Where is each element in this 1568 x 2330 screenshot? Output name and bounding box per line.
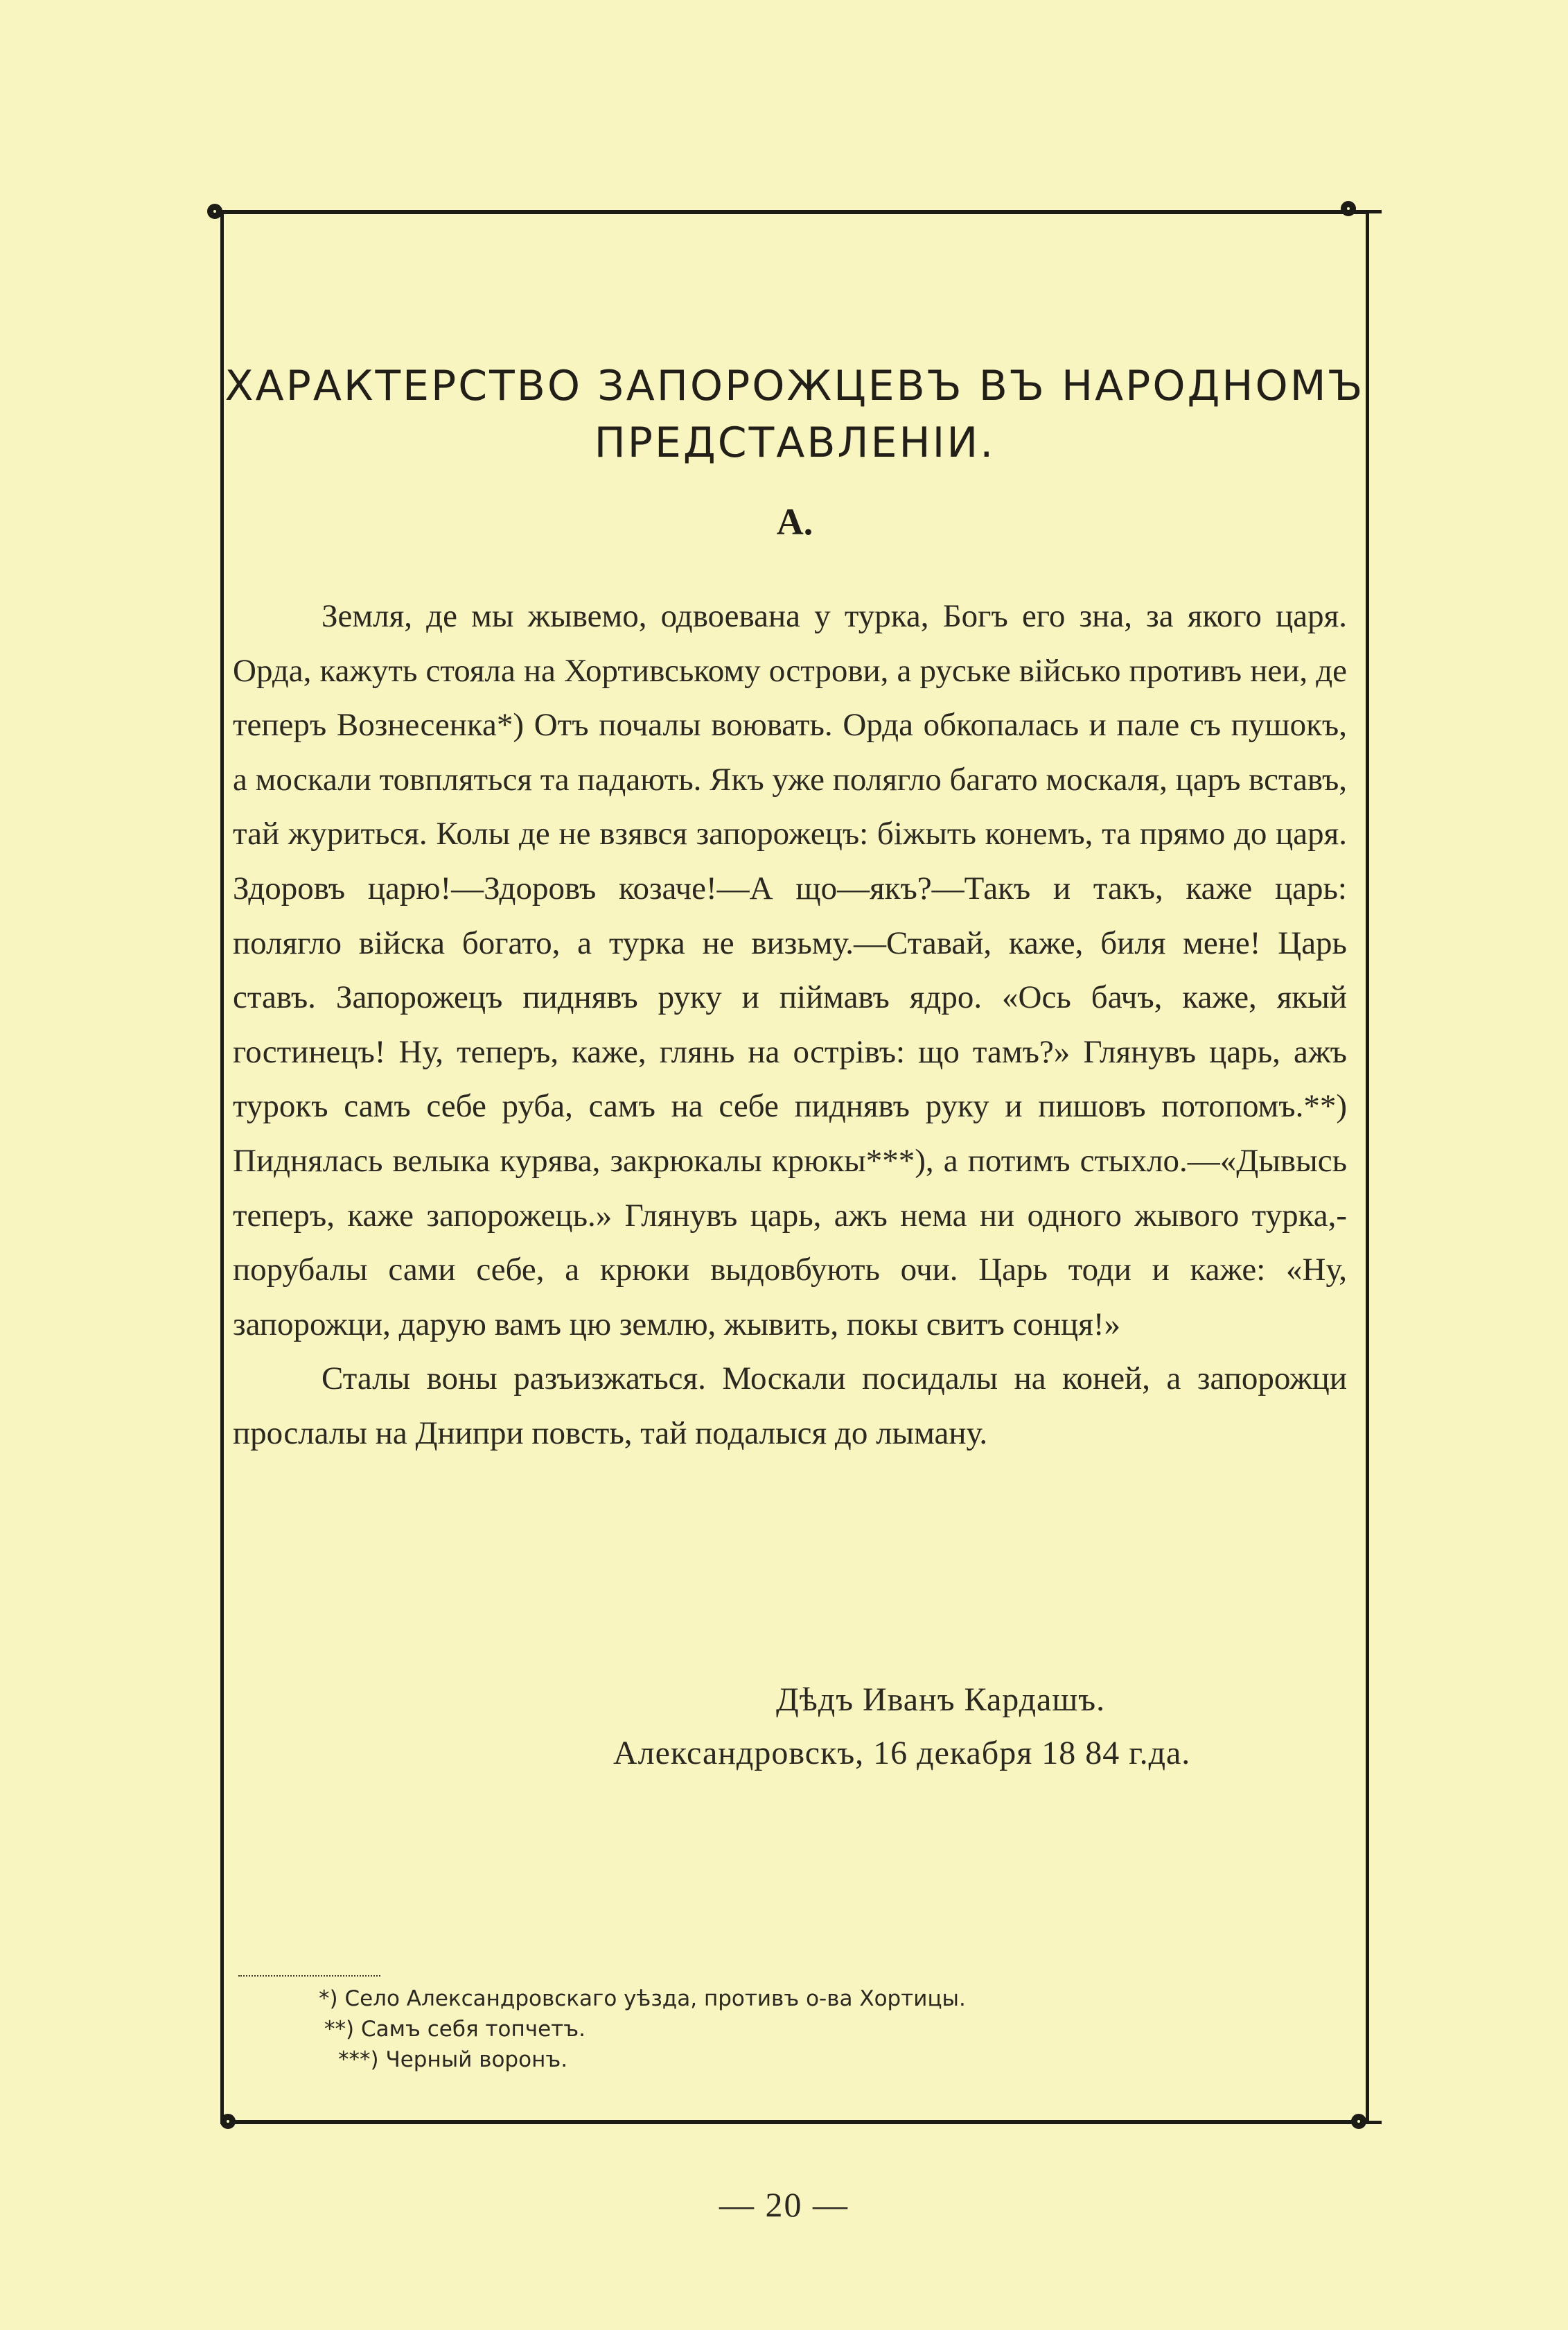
page-title-line2: ПРЕДСТАВЛЕНІИ.: [594, 419, 996, 467]
corner-ornament-icon: [1351, 2114, 1366, 2129]
page-title-line1: ХАРАКТЕРСТВО ЗАПОРОЖЦЕВЪ ВЪ НАРОДНОМЪ: [224, 362, 1365, 410]
corner-ornament-icon: [220, 2114, 236, 2129]
section-letter: А.: [776, 501, 813, 543]
signature-place-date: Александровскъ, 16 декабря 18 84 г.да.: [613, 1735, 1191, 1771]
signature-name: Дѣдъ Иванъ Кардашъ.: [776, 1681, 1106, 1718]
paragraph: Земля, де мы жывемо, одвоевана у турка, Богъ его зна, за якого царя. Орда, кажуть стояла на Хортивському острови, а руське військо противъ неи, де теперъ Вознесенка*) Отъ почалы воювать. Орда обкопалась и пале съ пушокъ, а москали товпляться та падають. Якъ уже полягло багато москаля, царъ вставъ, тай журиться. Колы де не взявся запорожецъ: біжыть конемъ, та прямо до царя. Здоровъ царю!—Здоровъ козаче!—А що—якъ?—Такъ и такъ, каже царь: полягло війска богато, а турка не визьму.—Ставай, каже, биля мене! Царь ставъ. Запорожецъ пиднявъ руку и піймавъ ядро. «Ось бачъ, каже, якый гостинецъ! Ну, теперъ, каже, глянь на острівъ: що тамъ?» Глянувъ царь, ажъ турокъ самъ себе руба, самъ на себе пиднявъ руку и пишовъ потопомъ.**) Пиднялась велыка курява, закрюкалы крюкы***), а потимъ стыхло.—«Дывысь теперъ, каже запорожець.» Глянувъ царь, ажъ нема ни одного жывого турка,-порубалы сами себе, а крюки выдовбують очи. Царь тоди и каже: «Ну, запорожци, дарую вамъ цю землю, жывить, покы свитъ сонця!»: [233, 598, 1347, 1342]
footnote: ***) Черный воронъ.: [338, 2047, 568, 2072]
footnotes: [319, 1983, 966, 2075]
corner-ornament-icon: [1341, 201, 1356, 216]
corner-ornament-icon: [207, 204, 222, 219]
footnote: **) Самъ себя топчетъ.: [324, 2017, 585, 2042]
top-rule-extension: [1357, 210, 1382, 213]
footnote-divider: [238, 1975, 380, 1977]
paragraph: Сталы воны разъизжаться. Москали посидалы на коней, а запорожци прослалы на Днипри повсть, тай подалыся до лыману.: [233, 1360, 1347, 1451]
footnote: *) Село Александровскаго уѣзда, противъ о-ва Хортицы.: [319, 1986, 966, 2011]
main-text: [233, 589, 1347, 1461]
page-number: — 20 —: [719, 2185, 849, 2224]
